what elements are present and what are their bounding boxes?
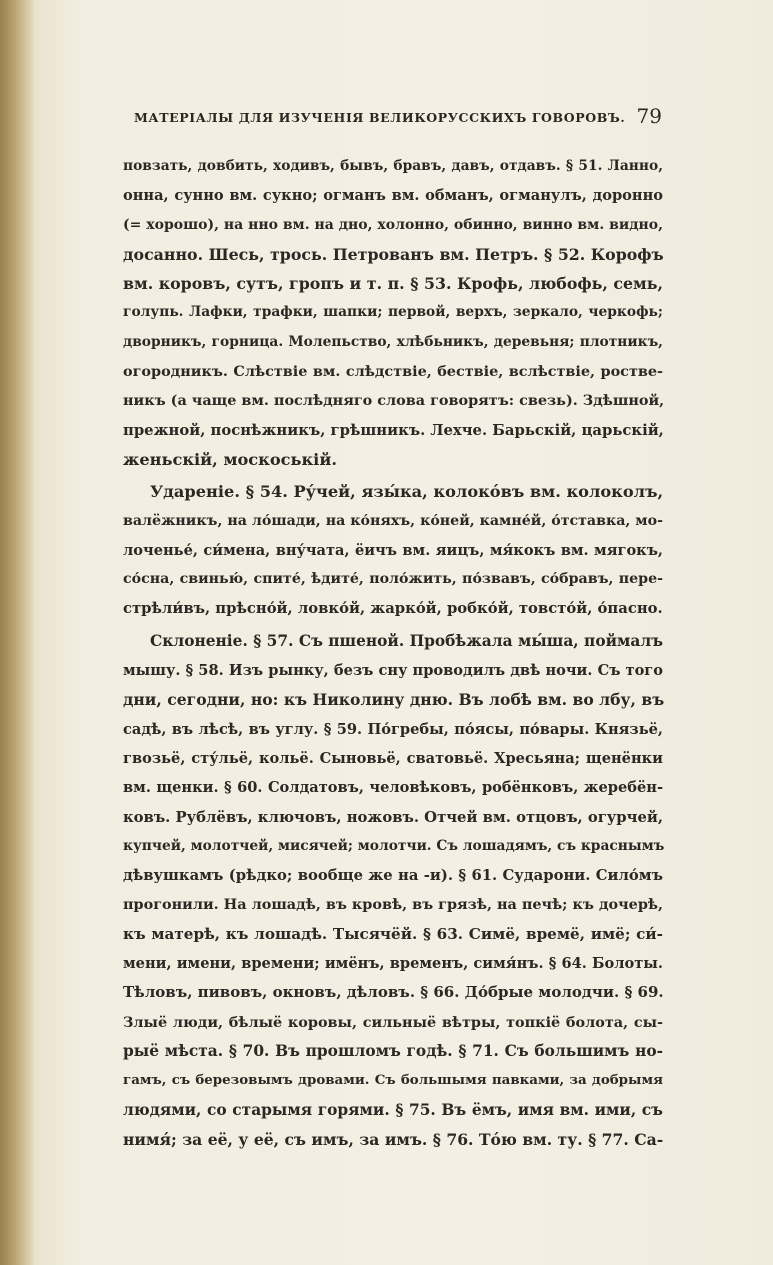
text-line: прежной, поснѣжникъ, грѣшникъ. Лехче. Барьскій, царьскій, bbox=[123, 421, 664, 439]
text-line: мышу. § 58. Изъ рынку, безъ сну проводилъ двѣ ночи. Съ того bbox=[123, 662, 663, 680]
text-line: къ матерѣ, къ лошадѣ. Тысячёй. § 63. Симё, времё, имё; си́- bbox=[123, 924, 663, 943]
book-page bbox=[34, 0, 773, 1265]
text-line: стрѣли́въ, прѣсно́й, ловко́й, жарко́й, робко́й, товсто́й, о́пасно. bbox=[123, 600, 663, 618]
running-header bbox=[134, 104, 662, 130]
text-line: гамъ, съ березовымъ дровами. Съ большымя павками, за добрымя bbox=[123, 1072, 663, 1089]
text-line: садѣ, въ лѣсѣ, въ углу. § 59. По́гребы, по́ясы, по́вары. Князьё, bbox=[123, 720, 663, 738]
text-line: вм. коровъ, сутъ, гропъ и т. п. § 53. Крофь, любофь, семь, bbox=[123, 274, 663, 294]
text-line: ковъ. Рублёвъ, ключовъ, ножовъ. Отчей вм. отцовъ, огурчей, bbox=[123, 808, 663, 826]
text-line: женьскій, москоській. bbox=[123, 449, 337, 469]
text-line: (= хорошо), на нно вм. на дно, холонно, обинно, винно вм. видно, bbox=[123, 216, 663, 233]
text-line: мени, имени, времени; имёнъ, временъ, симя́нъ. § 64. Болоты. bbox=[123, 955, 663, 973]
page-number: 79 bbox=[636, 104, 662, 128]
text-line: досанно. Шесь, трось. Петрованъ вм. Петръ. § 52. Корофъ bbox=[123, 244, 664, 264]
body-text bbox=[123, 152, 663, 1154]
text-line: людями, со старымя горями. § 75. Въ ёмъ, имя вм. ими, съ bbox=[123, 1100, 663, 1119]
text-line: онна, сунно вм. сукно; огманъ вм. обманъ, огманулъ, доронно bbox=[123, 187, 663, 205]
text-line: со́сна, свинью́, спите́, ѣдите́, поло́жить, по́звавъ, со́бравъ, пере- bbox=[123, 571, 663, 588]
section-heading-line: Склоненіе. § 57. Съ пшеной. Пробѣжала мы́ша, поймалъ bbox=[150, 631, 663, 650]
text-line: огородникъ. Слѣствіе вм. слѣдствіе, бествіе, вслѣствіе, роствe- bbox=[123, 363, 663, 381]
running-title: МАТЕРІАЛЫ ДЛЯ ИЗУЧЕНІЯ ВЕЛИКОРУССКИХЪ ГОВОРОВЪ. bbox=[134, 110, 626, 125]
text-line: нимя́; за её, у её, съ имъ, за имъ. § 76. То́ю вм. ту. § 77. Са- bbox=[123, 1129, 664, 1149]
text-line: купчей, молотчей, мисячей; молотчи. Съ лошадямъ, съ краснымъ bbox=[123, 837, 665, 854]
text-line: лоченье́, си́мена, вну́чата, ёичъ вм. яицъ, мя́кокъ вм. мягокъ, bbox=[123, 541, 663, 559]
text-line: Злыё люди, бѣлыё коровы, сильныё вѣтры, топкіё болота, сы- bbox=[123, 1013, 663, 1031]
text-line: повзать, довбить, ходивъ, бывъ, бравъ, давъ, отдавъ. § 51. Ланно, bbox=[123, 158, 663, 174]
section-heading-line: Удареніе. § 54. Ру́чей, язы́ка, колоко́въ вм. колоколъ, bbox=[150, 482, 664, 502]
text-line: дѣвушкамъ (рѣдко; вообще же на -и). § 61. Сударони. Сило́мъ bbox=[123, 867, 663, 885]
book-spine-shadow bbox=[0, 0, 34, 1265]
text-line: дворникъ, горница. Молепьство, хлѣбьникъ, деревьня; плотникъ, bbox=[123, 333, 663, 350]
text-line: вм. щенки. § 60. Солдатовъ, человѣковъ, робёнковъ, жеребён- bbox=[123, 779, 663, 797]
text-line: рыё мѣста. § 70. Въ прошломъ годѣ. § 71. Съ большимъ но- bbox=[123, 1041, 663, 1060]
text-line: Тѣловъ, пивовъ, окновъ, дѣловъ. § 66. До́брые молодчи. § 69. bbox=[123, 983, 664, 1002]
text-line: валёжникъ, на ло́шади, на ко́няхъ, ко́ней, камне́й, о́тставка, мо- bbox=[123, 512, 663, 529]
text-line: голупь. Лафки, трафки, шапки; первой, верхъ, зеркало, черкофь; bbox=[123, 304, 663, 321]
text-line: никъ (а чаще вм. послѣдняго слова говорятъ: свезь). Здѣшной, bbox=[123, 392, 665, 410]
text-line: гвозьё, сту́льё, кольё. Сыновьё, сватовьё. Хресьяна; щенёнки bbox=[123, 749, 663, 767]
text-line: дни, сегодни, но: къ Николину дню. Въ лобѣ вм. во лбу, въ bbox=[123, 690, 665, 710]
text-line: прогонили. На лошадѣ, въ кровѣ, въ грязѣ, на печѣ; къ дочерѣ, bbox=[123, 896, 664, 914]
